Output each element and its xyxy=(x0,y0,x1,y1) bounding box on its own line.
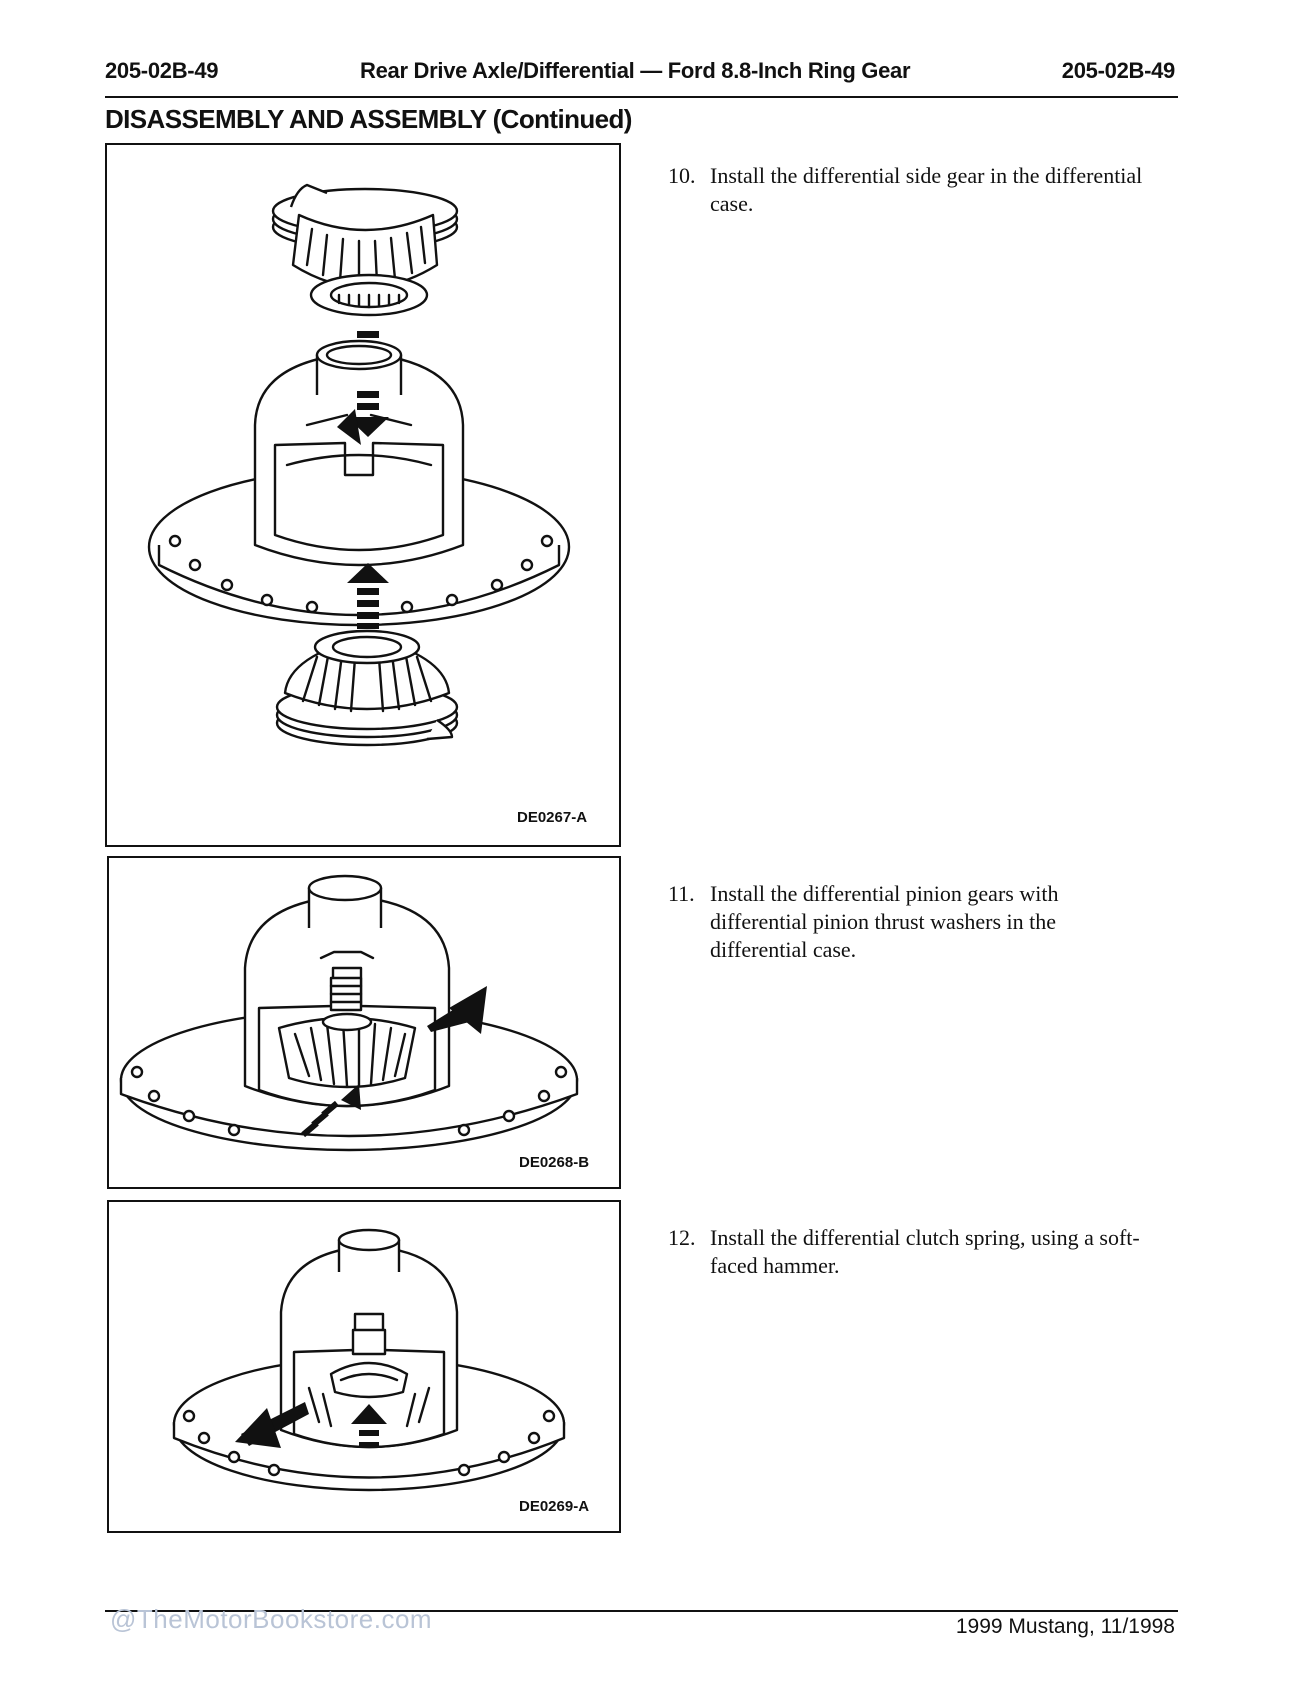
upper-side-gear-icon xyxy=(273,185,457,315)
page-number-left: 205-02B-49 xyxy=(105,58,219,83)
differential-case-icon xyxy=(174,1230,564,1490)
step-number: 12. xyxy=(668,1225,696,1250)
edition-label: 1999 Mustang, 11/1998 xyxy=(955,1615,1175,1638)
figure-pinion-gear-install xyxy=(107,856,621,1189)
pinion-gears-illustration xyxy=(109,858,619,1187)
step-text: Install the differential clutch spring, using a soft-faced hammer. xyxy=(710,1225,1140,1278)
figure-id: DE0268-B xyxy=(519,1154,590,1171)
side-gear-exploded-illustration xyxy=(107,145,619,845)
lower-side-gear-icon xyxy=(277,631,457,745)
watermark: @TheMotorBookstore.com xyxy=(110,1604,433,1634)
differential-case-icon xyxy=(121,876,577,1150)
figure-id: DE0269-A xyxy=(519,1498,590,1515)
figure-side-gear-install xyxy=(105,143,621,847)
step-text: Install the differential pinion gears with differential pinion thrust washers in the differential case. xyxy=(710,881,1059,962)
section-title: DISASSEMBLY AND ASSEMBLY (Continued) xyxy=(105,104,632,134)
arrow-up-lower-icon xyxy=(357,623,379,629)
clutch-spring-illustration xyxy=(109,1202,619,1531)
page-number-right: 205-02B-49 xyxy=(1061,58,1175,83)
figure-clutch-spring-install xyxy=(107,1200,621,1533)
figure-id: DE0267-A xyxy=(517,809,588,826)
header-rule xyxy=(105,96,1178,98)
header-title: Rear Drive Axle/Differential — Ford 8.8-Inch Ring Gear xyxy=(360,58,911,83)
page-header xyxy=(105,58,1175,88)
step-text: Install the differential side gear in the differential case. xyxy=(710,163,1143,216)
step-number: 10. xyxy=(668,163,696,188)
step-number: 11. xyxy=(668,881,695,906)
